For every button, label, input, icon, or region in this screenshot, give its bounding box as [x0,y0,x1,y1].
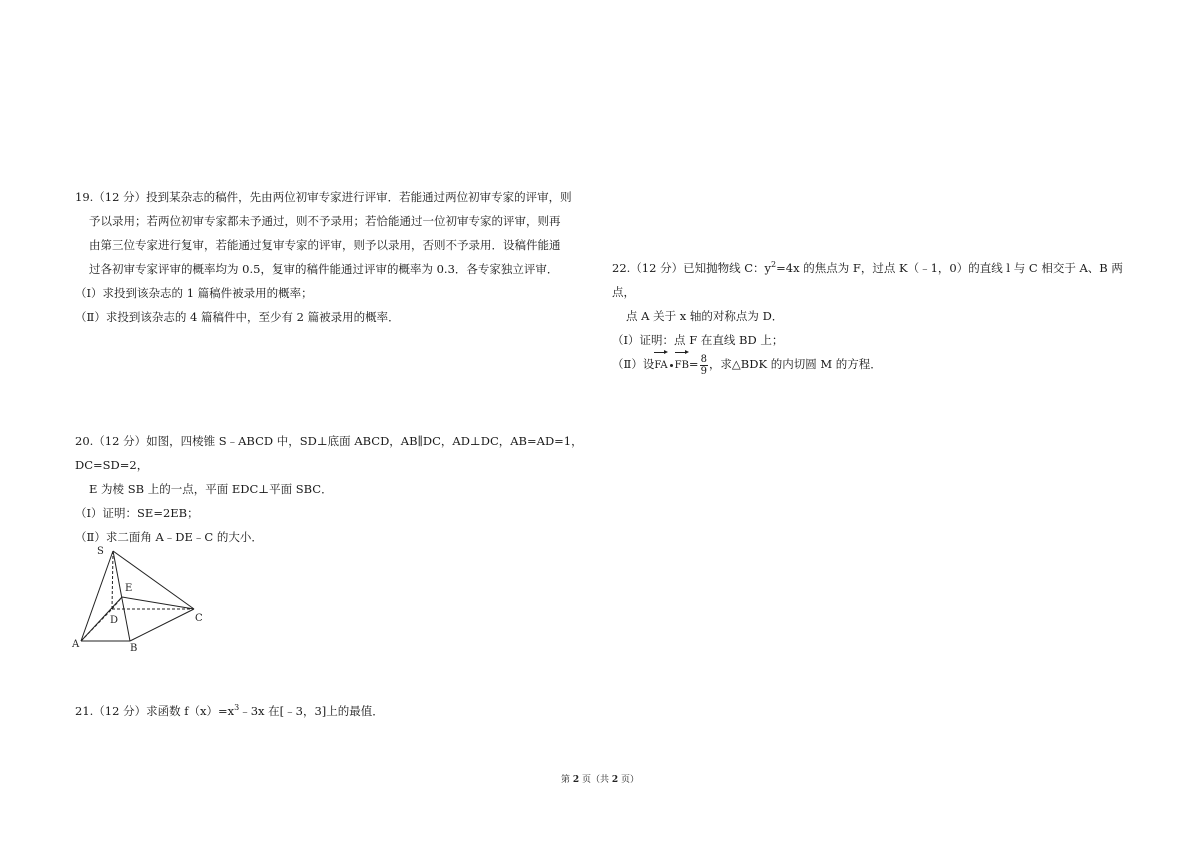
edge-SB [113,551,133,641]
question-19 [75,185,595,329]
fraction-denominator: 9 [700,365,707,377]
q19-line: 19.（12 分）投到某杂志的稿件，先由两位初审专家进行评审．若能通过两位初审专家的评审，则 [75,190,572,204]
q19-line: 过各初审专家评审的概率均为 0.5，复审的稿件能通过评审的概率为 0.3．各专家独立评审． [89,262,559,276]
footer-suffix: 页） [618,775,639,785]
q22-part-2 [612,352,1132,378]
edge-BC [130,609,194,641]
label-E: E [125,583,133,594]
footer-mid: 页（共 [579,775,612,785]
q22-text-pre: 22.（12 分）已知抛物线 C：y [612,261,772,275]
edge-SD [112,551,113,609]
q19-part-2: （Ⅱ）求投到该杂志的 4 篇稿件中，至少有 2 篇被录用的概率． [75,310,400,324]
question-20 [75,429,595,549]
q19-part-1: （Ⅰ）求投到该杂志的 1 篇稿件被录用的概率； [75,286,313,300]
vector-FA: FA [654,354,667,378]
q22-text-post: =4x 的焦点为 F，过点 K（﹣1，0）的直线 l 与 C 相交于 A、B 两点， [612,261,1123,299]
label-S: S [97,546,104,557]
q20-line-2: E 为棱 SB 上的一点，平面 EDC⊥平面 SBC． [89,482,333,496]
q22-exponent: 2 [771,260,777,270]
question-22 [612,256,1132,378]
q21-exponent: 3 [234,703,240,713]
fraction-numerator: 8 [700,353,707,365]
question-21 [75,699,595,723]
label-C: C [195,613,203,624]
label-D: D [110,615,119,626]
q22-part2-pre: （Ⅱ）设 [612,357,655,371]
vector-FB: FB [675,354,689,378]
q20-part-1: （Ⅰ）证明：SE=2EB； [75,506,199,520]
footer-total-pages: 2 [611,775,619,785]
fraction [700,354,708,377]
edge-SA [81,551,113,641]
footer-prefix: 第 [560,775,573,785]
q19-line: 予以录用；若两位初审专家都未予通过，则不予录用；若恰能通过一位初审专家的评审，则再 [89,214,561,228]
edge-SC [113,551,194,609]
q20-part-2: （Ⅱ）求二面角 A﹣DE﹣C 的大小． [75,530,263,544]
equals-sign: = [688,357,699,371]
q22-part2-post: ，求△BDK 的内切圆 M 的方程． [708,357,882,371]
dot-product-icon [670,364,673,367]
edge-AD [81,609,112,641]
right-column [612,256,1132,378]
q22-part-1: （Ⅰ）证明：点 F 在直线 BD 上； [612,333,784,347]
label-A: A [72,639,80,650]
q20-line-1: 20.（12 分）如图，四棱锥 S﹣ABCD 中，SD⊥底面 ABCD，AB∥DC，AD⊥DC，AB=AD=1，DC=SD=2， [75,434,583,472]
q22-line-1 [612,256,1132,304]
footer-page-number: 2 [572,775,580,785]
pyramid-figure [70,543,210,655]
q22-line-2: 点 A 关于 x 轴的对称点为 D． [626,309,784,323]
label-B: B [130,643,138,654]
left-column [75,185,595,549]
page-footer [0,774,1200,786]
q19-line: 由第三位专家进行复审，若能通过复审专家的评审，则予以录用，否则不予录用．设稿件能通 [89,238,561,252]
q21-text-post: ﹣3x 在[﹣3，3]上的最值． [239,704,384,718]
edge-EC [122,597,194,609]
q21-text-pre: 21.（12 分）求函数 f（x）=x [75,704,235,718]
